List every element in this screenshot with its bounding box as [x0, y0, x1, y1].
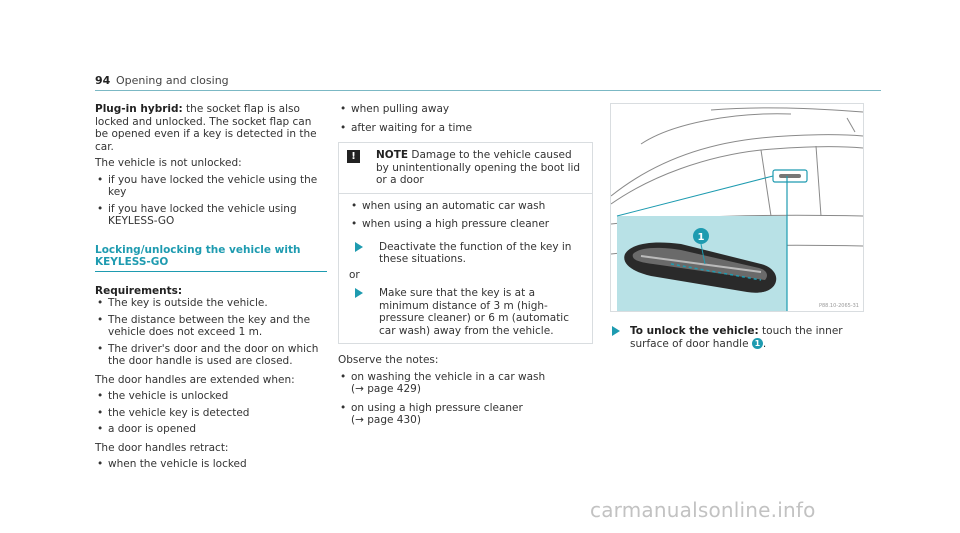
- callout-number: 1: [697, 232, 705, 243]
- arrow-icon: [355, 242, 363, 252]
- car-door-drawing: [611, 104, 863, 311]
- list-item: • The distance between the key and the vehicle does not exceed 1 m.: [95, 314, 327, 339]
- extended-list: [95, 390, 327, 436]
- header-rule: [95, 90, 881, 91]
- list-item: • if you have locked the vehicle using the key: [95, 174, 327, 199]
- list-item: • when pulling away: [338, 103, 593, 116]
- door-handle-illustration: [610, 103, 864, 312]
- intro-paragraph: [95, 103, 327, 153]
- observe-label: Observe the notes:: [338, 354, 439, 366]
- retract-list-continued: [338, 103, 593, 134]
- page-reference-link[interactable]: (→ page 429): [351, 383, 421, 395]
- figure-code: P88.10-2065-31: [818, 303, 859, 309]
- section-title: Opening and closing: [116, 74, 229, 87]
- section-heading[interactable]: Locking/unlocking the vehicle with KEYLESS-GO: [95, 244, 327, 272]
- note-list: [349, 200, 584, 231]
- note-step-text: Make sure that the key is at a minimum distance of 3 m (high-pressure cleaner) or 6 m (automatic car wash) away from the vehicle.: [379, 287, 569, 337]
- not-unlocked-list: [95, 174, 327, 228]
- unlock-suffix: .: [762, 337, 767, 350]
- list-item: [338, 371, 593, 396]
- note-step: [349, 287, 584, 337]
- list-item: • when the vehicle is locked: [95, 458, 327, 471]
- note-text: Damage to the vehicle caused by unintentionally opening the boot lid or a door: [376, 149, 581, 186]
- list-item: • the vehicle key is detected: [95, 407, 327, 420]
- note-body: [339, 194, 592, 338]
- observe-list: [338, 371, 593, 427]
- column-left: [95, 103, 327, 471]
- page-number: 94: [95, 74, 111, 87]
- retract-label: The door handles retract:: [95, 441, 229, 454]
- list-item: • The key is outside the vehicle.: [95, 297, 327, 310]
- unlock-label: To unlock the vehicle:: [630, 325, 759, 337]
- page-reference-link[interactable]: (→ page 430): [351, 414, 421, 426]
- retract-list: [95, 458, 327, 471]
- arrow-icon: [612, 326, 620, 336]
- observe-section: [338, 354, 593, 427]
- handle-small: [779, 174, 801, 178]
- unlock-text: touch the inner surface of door handle: [630, 325, 843, 350]
- note-step: [349, 241, 584, 266]
- requirements-list: [95, 297, 327, 368]
- list-item: • The driver's door and the door on which the door handle is used are closed.: [95, 343, 327, 368]
- list-item: • when using a high pressure cleaner: [349, 218, 584, 231]
- column-middle: [338, 103, 593, 134]
- list-item: • when using an automatic car wash: [349, 200, 584, 213]
- note-step-text: Deactivate the function of the key in these situations.: [379, 240, 572, 265]
- note-box: [338, 142, 593, 344]
- intro-text: the socket flap is also locked and unlocked. The socket flap can be opened even if a key is detected in the car.: [95, 103, 317, 153]
- callout-marker-inline: [752, 338, 763, 349]
- list-item: • after waiting for a time: [338, 122, 593, 135]
- list-item: [338, 402, 593, 427]
- note-header: [339, 143, 592, 194]
- intro-label: Plug-in hybrid:: [95, 103, 183, 115]
- observe-item-text: on using a high pressure cleaner: [351, 401, 523, 414]
- not-unlocked-label: The vehicle is not unlocked:: [95, 157, 242, 169]
- extended-label: The door handles are extended when:: [95, 373, 295, 386]
- note-or: or: [349, 268, 360, 281]
- arrow-icon: [355, 288, 363, 298]
- list-item: • the vehicle is unlocked: [95, 390, 327, 403]
- watermark-text: carmanualsonline.info: [590, 498, 816, 522]
- list-item: • if you have locked the vehicle using KEYLESS-GO: [95, 203, 327, 228]
- requirements-label: Requirements:: [95, 284, 183, 297]
- callout-inline-number: 1: [754, 339, 761, 348]
- zoom-connector: [617, 176, 773, 216]
- note-label: NOTE: [376, 149, 409, 161]
- unlock-instruction: [610, 325, 872, 350]
- list-item: • a door is opened: [95, 423, 327, 436]
- observe-item-text: on washing the vehicle in a car wash: [351, 370, 546, 383]
- warning-icon: !: [347, 150, 360, 163]
